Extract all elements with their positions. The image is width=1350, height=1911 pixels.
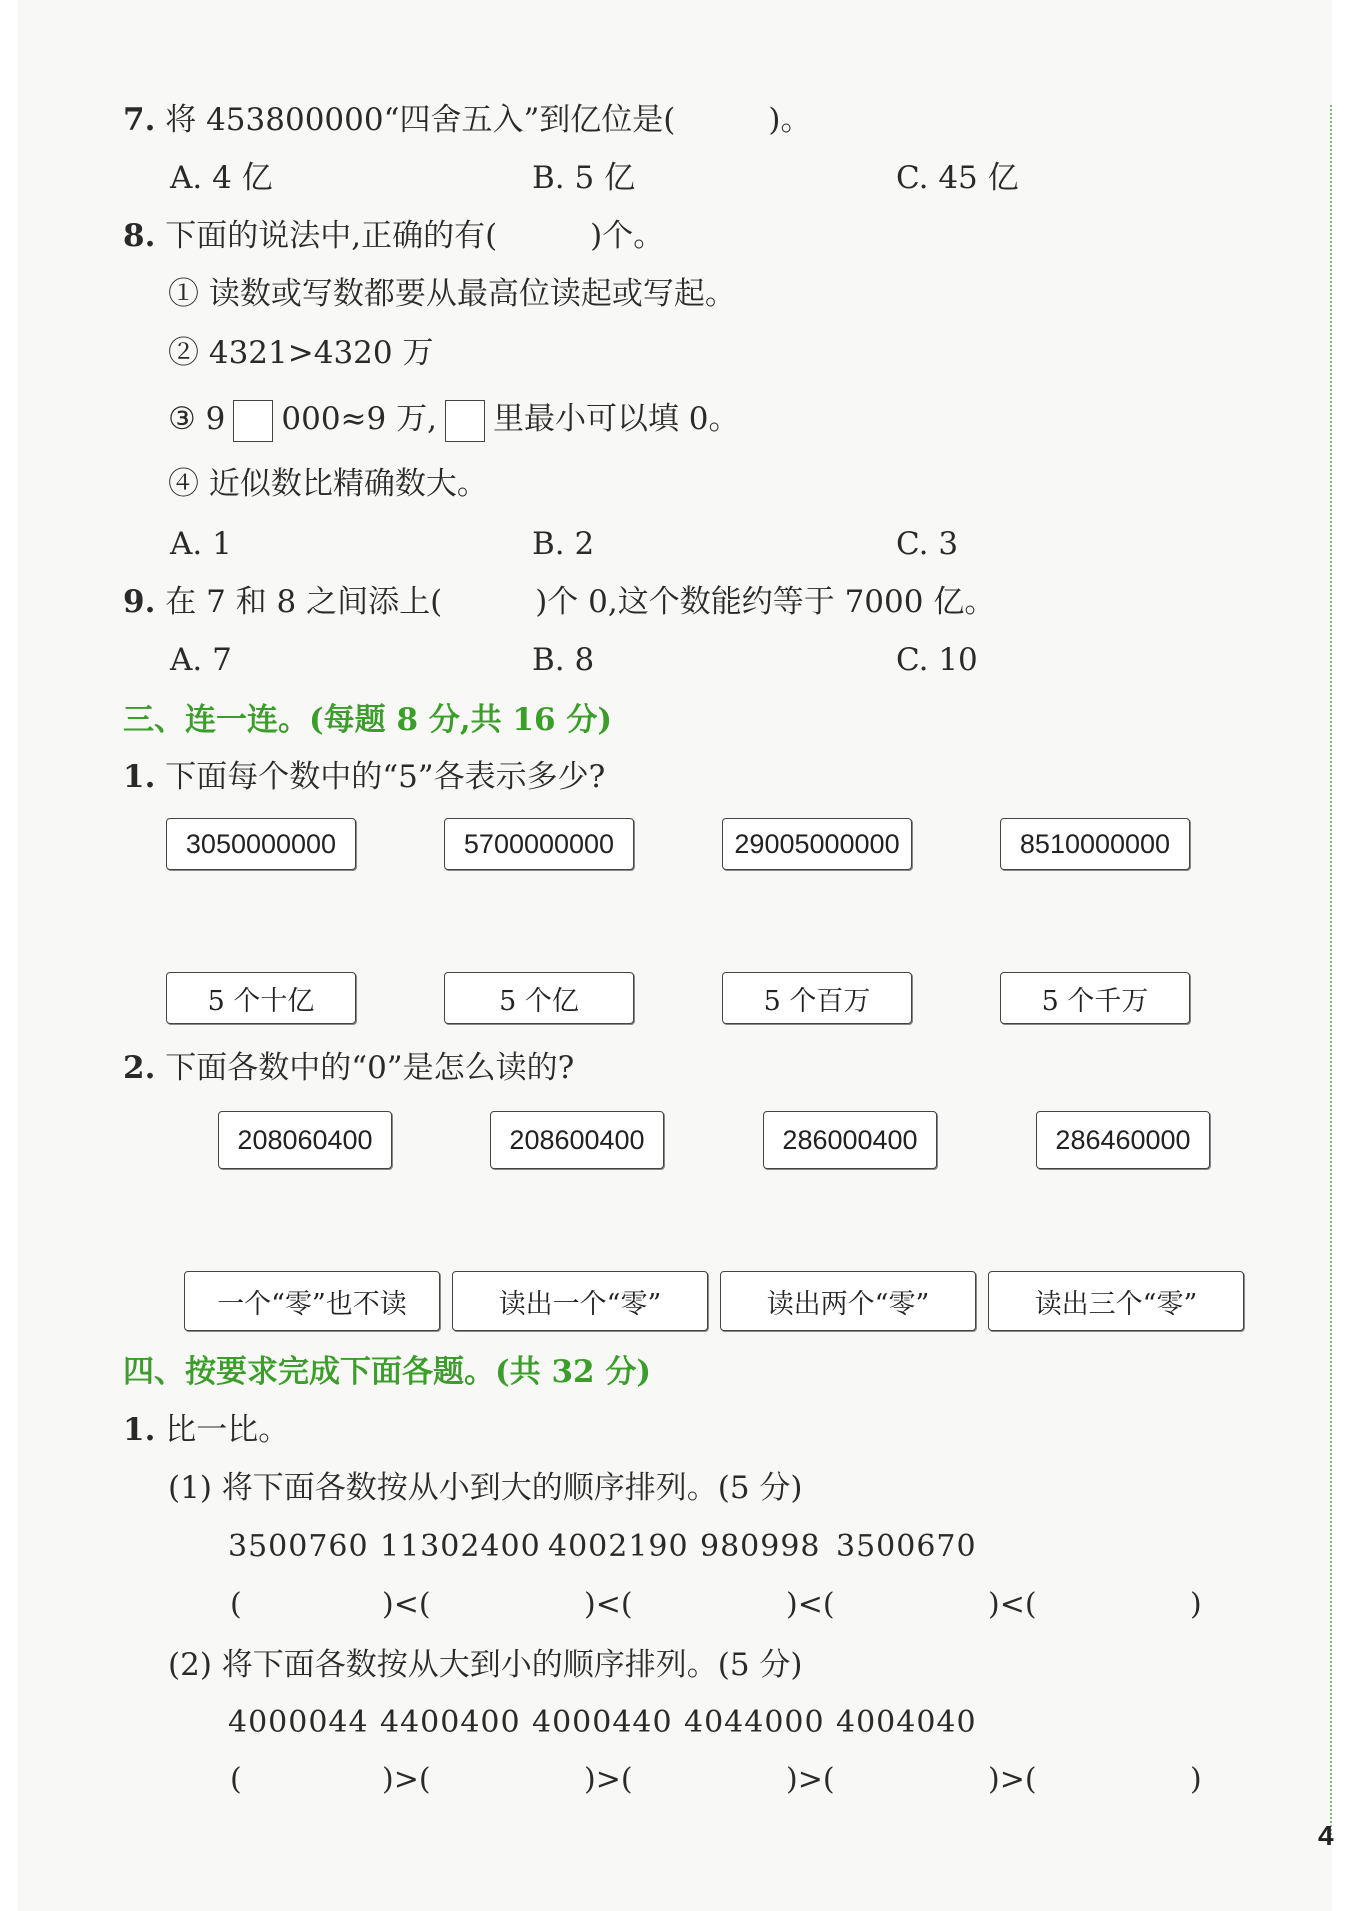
match-answer-box[interactable]: 读出两个“零” (720, 1271, 976, 1331)
q8-statement-1: ① 读数或写数都要从最高位读起或写起。 (168, 276, 736, 312)
question-text: 下面各数中的“0”是怎么读的? (165, 1050, 575, 1086)
answer-blank[interactable]: )<( (584, 1587, 633, 1622)
question-number: 9. (123, 584, 156, 620)
question-text: 比一比。 (165, 1412, 290, 1448)
s4-question-1 (123, 1410, 289, 1450)
number-item: 4002190 (548, 1529, 689, 1564)
blank-square[interactable] (445, 400, 485, 442)
question-7 (123, 100, 811, 140)
answer-blank[interactable]: )>( (584, 1762, 633, 1797)
question-8 (123, 216, 664, 256)
section-4-title: 四、按要求完成下面各题。(共 32 分) (123, 1354, 652, 1390)
q8-option-b[interactable]: B. 2 (532, 526, 595, 562)
q9-option-c[interactable]: C. 10 (896, 642, 978, 678)
q8-statement-3 (168, 399, 740, 442)
question-number: 7. (123, 102, 156, 138)
q8-option-c[interactable]: C. 3 (896, 526, 959, 562)
q7-option-b[interactable]: B. 5 亿 (532, 160, 636, 196)
question-number: 1. (123, 1412, 156, 1448)
margin-dotted-line (1330, 105, 1332, 1835)
match-number-box[interactable]: 286000400 (763, 1111, 937, 1169)
blank-square[interactable] (233, 400, 273, 442)
question-text: 将 453800000“四舍五入”到亿位是( )。 (165, 102, 812, 138)
question-number: 8. (123, 218, 156, 254)
match-answer-box[interactable]: 5 个千万 (1000, 972, 1190, 1024)
match-number-box[interactable]: 286460000 (1036, 1111, 1210, 1169)
q9-option-b[interactable]: B. 8 (532, 642, 595, 678)
question-text: 在 7 和 8 之间添上( )个 0,这个数能约等于 7000 亿。 (165, 584, 996, 620)
q7-option-c[interactable]: C. 45 亿 (896, 160, 1019, 196)
question-number: 2. (123, 1050, 156, 1086)
answer-blank[interactable]: ( (230, 1762, 242, 1797)
page-number: 4 (1318, 1820, 1334, 1851)
number-item: 4000044 (228, 1705, 369, 1740)
number-item: 4400400 (380, 1705, 521, 1740)
answer-blank[interactable]: )>( (786, 1762, 835, 1797)
number-item: 4004040 (836, 1705, 977, 1740)
q8-statement-2: ② 4321>4320 万 (168, 335, 434, 371)
q7-option-a[interactable]: A. 4 亿 (170, 160, 273, 196)
answer-blank[interactable]: )<( (988, 1587, 1037, 1622)
answer-blank[interactable]: )>( (382, 1762, 431, 1797)
number-item: 4044000 (684, 1705, 825, 1740)
s4-sub-question-1: (1) 将下面各数按从小到大的顺序排列。(5 分) (168, 1470, 803, 1506)
match-answer-box[interactable]: 一个“零”也不读 (184, 1271, 440, 1331)
statement-3-part-a: ③ 9 (168, 401, 226, 437)
number-item: 4000440 (532, 1705, 673, 1740)
answer-blank[interactable]: ) (1190, 1587, 1202, 1622)
answer-blank[interactable]: ( (230, 1587, 242, 1622)
match-number-box[interactable]: 5700000000 (444, 818, 634, 870)
question-number: 1. (123, 759, 156, 795)
answer-blank[interactable]: )>( (988, 1762, 1037, 1797)
number-item: 3500670 (836, 1529, 977, 1564)
answer-blank[interactable]: ) (1190, 1762, 1202, 1797)
statement-3-part-c: 里最小可以填 0。 (492, 401, 740, 437)
match-number-box[interactable]: 208060400 (218, 1111, 392, 1169)
match-answer-box[interactable]: 5 个百万 (722, 972, 912, 1024)
match-number-box[interactable]: 8510000000 (1000, 818, 1190, 870)
answer-blank[interactable]: )<( (786, 1587, 835, 1622)
s4-sub-question-2: (2) 将下面各数按从大到小的顺序排列。(5 分) (168, 1647, 803, 1683)
match-answer-box[interactable]: 5 个十亿 (166, 972, 356, 1024)
answer-blank[interactable]: )<( (382, 1587, 431, 1622)
q8-statement-4: ④ 近似数比精确数大。 (168, 466, 488, 502)
match-number-box[interactable]: 208600400 (490, 1111, 664, 1169)
number-item: 3500760 (228, 1529, 369, 1564)
q8-option-a[interactable]: A. 1 (170, 526, 232, 562)
number-item: 11302400 (380, 1529, 541, 1564)
section-3-title: 三、连一连。(每题 8 分,共 16 分) (123, 702, 613, 738)
question-text: 下面的说法中,正确的有( )个。 (165, 218, 665, 254)
match-number-box[interactable]: 3050000000 (166, 818, 356, 870)
question-9 (123, 582, 995, 622)
statement-3-part-b: 000≈9 万, (281, 401, 437, 437)
match-answer-box[interactable]: 5 个亿 (444, 972, 634, 1024)
question-text: 下面每个数中的“5”各表示多少? (165, 759, 606, 795)
match-answer-box[interactable]: 读出一个“零” (452, 1271, 708, 1331)
match-answer-box[interactable]: 读出三个“零” (988, 1271, 1244, 1331)
s3-question-2 (123, 1048, 574, 1088)
s3-question-1 (123, 757, 605, 797)
match-number-box[interactable]: 29005000000 (722, 818, 912, 870)
q9-option-a[interactable]: A. 7 (170, 642, 232, 678)
number-item: 980998 (700, 1529, 821, 1564)
